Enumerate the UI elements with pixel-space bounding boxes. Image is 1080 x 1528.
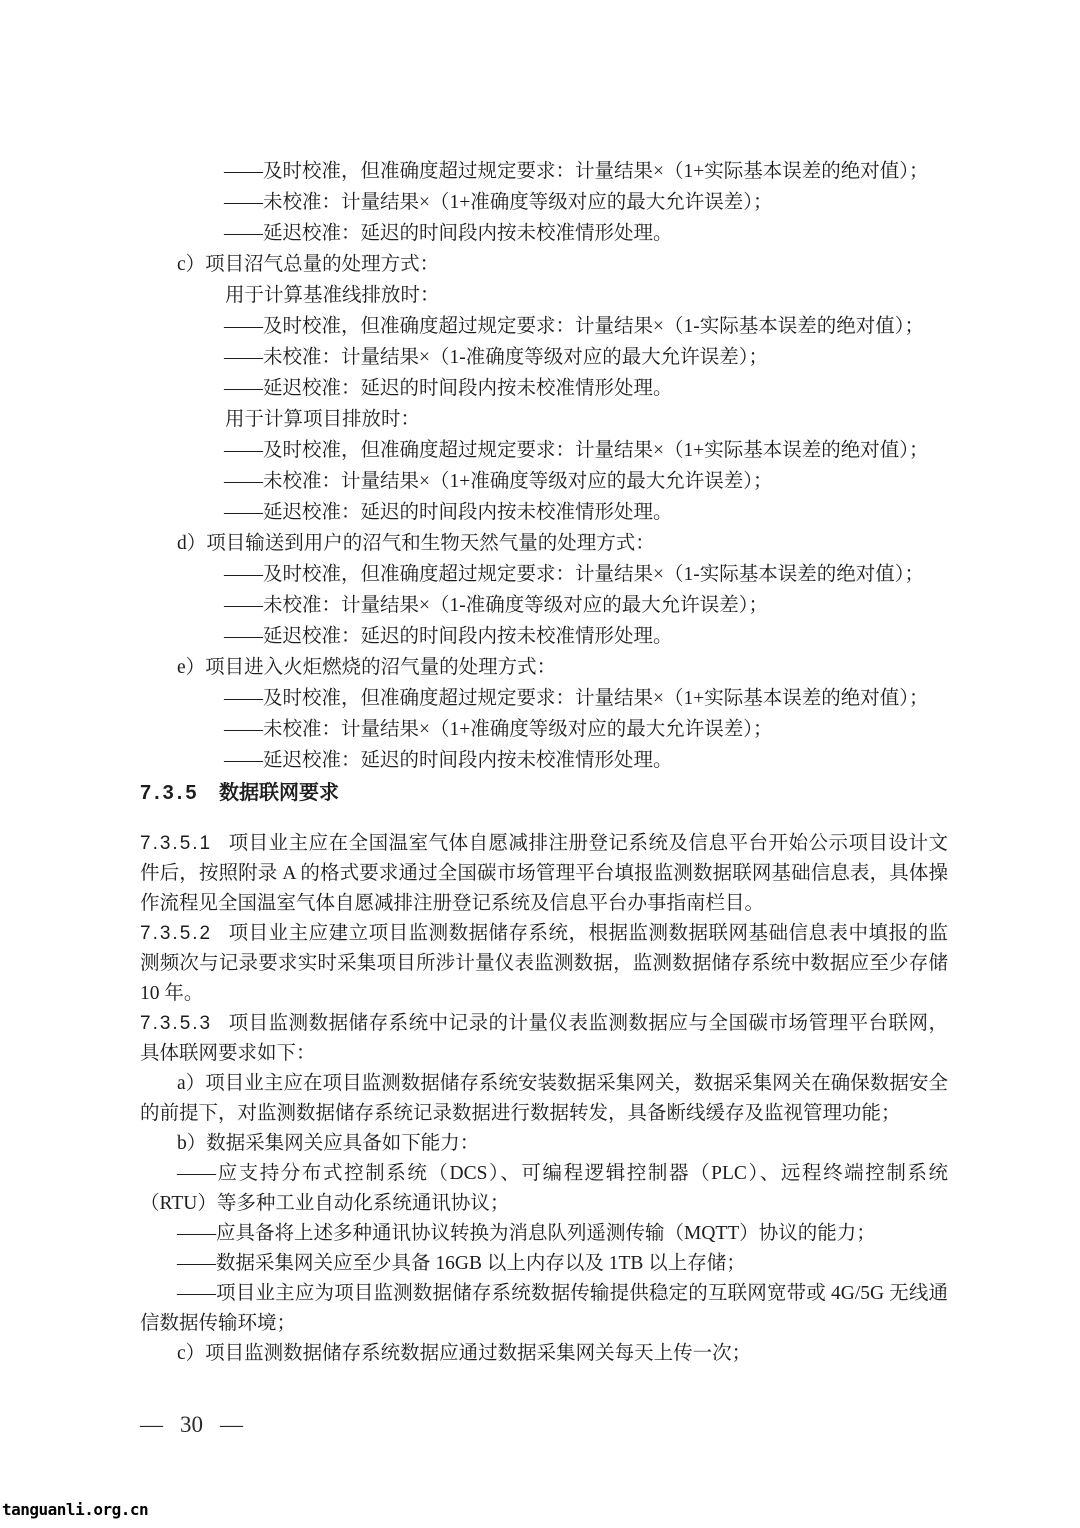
page-footer — [140, 1412, 243, 1438]
text-line: ——延迟校准：延迟的时间段内按未校准情形处理。 — [224, 502, 673, 523]
clause-text: 项目业主应建立项目监测数据储存系统，根据监测数据联网基础信息表中填报的监测频次与记录要求实时采集项目所涉计量仪表监测数据，监测数据储存系统中数据应至少存储 10 年。 — [140, 923, 948, 1004]
section-heading — [140, 778, 948, 809]
text-line: ——未校准：计量结果×（1-准确度等级对应的最大允许误差）； — [224, 347, 768, 368]
watermark: tanguanli.org.cn — [2, 1500, 149, 1519]
clause-paragraph — [140, 829, 948, 919]
clause-number: 7.3.5.3 — [140, 1013, 213, 1034]
clause-paragraph — [140, 1009, 948, 1069]
clause-number: 7.3.5.1 — [140, 833, 213, 854]
list-item-c2: c）项目监测数据储存系统数据应通过数据采集网关每天上传一次； — [177, 1343, 752, 1364]
clause-text: 项目监测数据储存系统中记录的计量仪表监测数据应与全国碳市场管理平台联网，具体联网要求如下： — [140, 1013, 948, 1064]
dash-item: ——数据采集网关应至少具备 16GB 以上内存以及 1TB 以上存储； — [177, 1253, 746, 1274]
text-line: ——延迟校准：延迟的时间段内按未校准情形处理。 — [224, 626, 673, 647]
text-line: ——及时校准，但准确度超过规定要求：计量结果×（1+实际基本误差的绝对值）； — [224, 440, 929, 461]
text-line: ——及时校准，但准确度超过规定要求：计量结果×（1+实际基本误差的绝对值）； — [224, 688, 929, 709]
clause-paragraph — [140, 919, 948, 1009]
clause-number: 7.3.5.2 — [140, 923, 213, 944]
clause-text: 项目业主应在全国温室气体自愿减排注册登记系统及信息平台开始公示项目设计文件后，按照附录 A 的格式要求通过全国碳市场管理平台填报监测数据联网基础信息表，具体操作流程见全国温室气体自愿减排注册登记系统及信息平台办事指南栏目。 — [140, 833, 948, 914]
dash-item: ——项目业主应为项目监测数据储存系统数据传输提供稳定的互联网宽带或 4G/5G 无线通信数据传输环境； — [140, 1283, 948, 1334]
list-item-d: d）项目输送到用户的沼气和生物天然气量的处理方式： — [177, 533, 655, 554]
text-line: 用于计算基准线排放时： — [225, 285, 440, 306]
text-line: ——及时校准，但准确度超过规定要求：计量结果×（1+实际基本误差的绝对值）； — [224, 161, 929, 182]
section-number: 7.3.5 — [140, 782, 200, 804]
text-line: ——未校准：计量结果×（1+准确度等级对应的最大允许误差）； — [224, 471, 773, 492]
dash-item: ——应具备将上述多种通讯协议转换为消息队列遥测传输（MQTT）协议的能力； — [177, 1223, 876, 1244]
section-title: 数据联网要求 — [219, 782, 340, 804]
list-item-a: a）项目业主应在项目监测数据储存系统安装数据采集网关，数据采集网关在确保数据安全的前提下，对监测数据储存系统记录数据进行数据转发，具备断线缓存及监视管理功能； — [140, 1073, 948, 1124]
footer-dash: — — [140, 1412, 163, 1437]
text-line: ——延迟校准：延迟的时间段内按未校准情形处理。 — [224, 223, 673, 244]
text-line: ——延迟校准：延迟的时间段内按未校准情形处理。 — [224, 378, 673, 399]
calibration-handling-list — [140, 156, 948, 776]
text-line: ——未校准：计量结果×（1+准确度等级对应的最大允许误差）； — [224, 719, 773, 740]
clauses-block — [140, 829, 948, 1369]
page-body — [140, 156, 948, 1369]
text-line: ——未校准：计量结果×（1+准确度等级对应的最大允许误差）； — [224, 192, 773, 213]
text-line: ——及时校准，但准确度超过规定要求：计量结果×（1-实际基本误差的绝对值）； — [224, 316, 924, 337]
text-line: 用于计算项目排放时： — [225, 409, 421, 430]
list-item-b: b）数据采集网关应具备如下能力： — [177, 1133, 480, 1154]
text-line: ——延迟校准：延迟的时间段内按未校准情形处理。 — [224, 750, 673, 771]
dash-item: ——应支持分布式控制系统（DCS）、可编程逻辑控制器（PLC）、远程终端控制系统（RTU）等多种工业自动化系统通讯协议； — [140, 1163, 948, 1214]
list-item-e: e）项目进入火炬燃烧的沼气量的处理方式： — [177, 657, 557, 678]
page-number: 30 — [180, 1412, 203, 1437]
text-line: ——未校准：计量结果×（1-准确度等级对应的最大允许误差）； — [224, 595, 768, 616]
text-line: ——及时校准，但准确度超过规定要求：计量结果×（1-实际基本误差的绝对值）； — [224, 564, 924, 585]
list-item-c: c）项目沼气总量的处理方式： — [177, 254, 440, 275]
footer-dash: — — [220, 1412, 243, 1437]
